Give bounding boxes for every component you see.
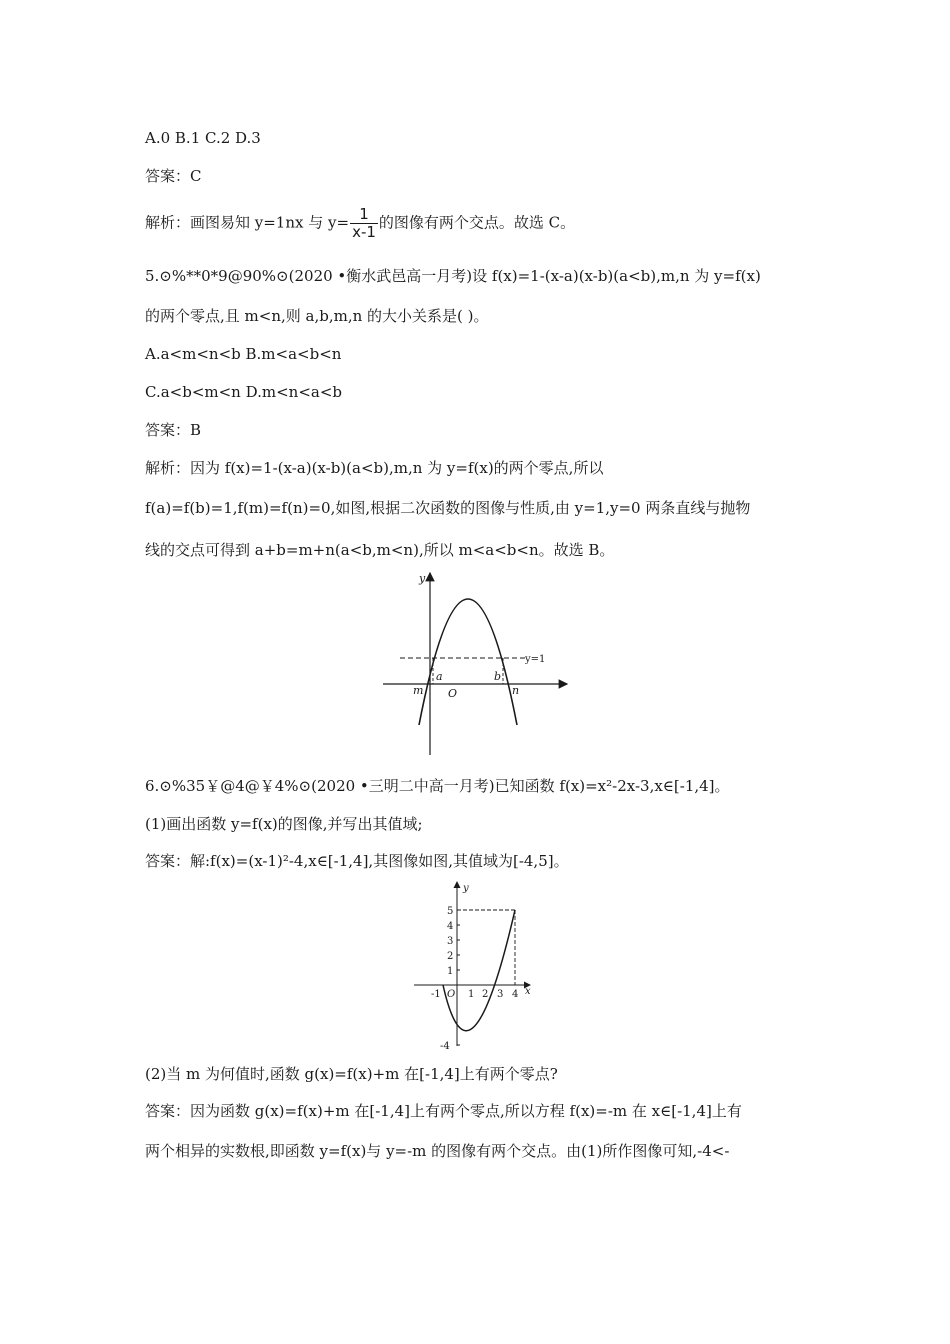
q6-part1: (1)画出函数 y=f(x)的图像,并写出其值域; <box>145 815 423 833</box>
y-axis-label: y <box>463 883 469 894</box>
q6-answer2-line1: 答案：因为函数 g(x)=f(x)+m 在[-1,4]上有两个零点,所以方程 f(x)=-m 在 x∈[-1,4]上有 <box>145 1102 742 1120</box>
q5-parabola-figure <box>375 565 580 760</box>
q5-stem-line1: 5.⊙%**0*9@90%⊙(2020 •衡水武邑高一月考)设 f(x)=1-(x-a)(x-b)(a<b),m,n 为 y=f(x) <box>145 267 761 285</box>
q4-options: A.0 B.1 C.2 D.3 <box>145 129 261 147</box>
q5-analysis-line3: 线的交点可得到 a+b=m+n(a<b,m<n),所以 m<a<b<n。故选 B。 <box>145 541 615 559</box>
q4-analysis <box>145 206 575 241</box>
q4-analysis-pre: 解析：画图易知 y=1nx 与 y= <box>145 213 350 232</box>
label-b: b <box>494 670 502 683</box>
parabola-curve <box>419 599 520 725</box>
x-tick-3: 3 <box>497 989 504 1000</box>
label-a: a <box>436 670 443 683</box>
x-tick-1: 1 <box>468 989 475 1000</box>
y-tick-5: 5 <box>447 906 454 917</box>
y-tick-2: 2 <box>447 951 454 962</box>
label-origin: O <box>448 687 458 700</box>
y-tick-labels <box>440 906 456 1050</box>
fraction-denominator: x-1 <box>352 223 376 241</box>
q4-analysis-post: 的图像有两个交点。故选 C。 <box>378 213 576 232</box>
x-tick-neg1: -1 <box>431 989 441 1000</box>
q6-answer2-line2: 两个相异的实数根,即函数 y=f(x)与 y=-m 的图像有两个交点。由(1)所作图像可知,-4<- <box>145 1142 730 1160</box>
y-tick-3: 3 <box>447 936 454 947</box>
y-tick-4: 4 <box>447 921 454 932</box>
q5-analysis-line1: 解析：因为 f(x)=1-(x-a)(x-b)(a<b),m,n 为 y=f(x)的两个零点,所以 <box>145 459 604 477</box>
q4-answer: 答案：C <box>145 167 202 185</box>
label-m: m <box>413 684 424 697</box>
x-tick-2: 2 <box>482 989 489 1000</box>
q6-answer1: 答案：解:f(x)=(x-1)²-4,x∈[-1,4],其图像如图,其值域为[-4,5]。 <box>145 852 569 870</box>
fraction <box>350 206 378 241</box>
y-axis-label: y <box>419 572 426 585</box>
q6-stem: 6.⊙%35￥@4@￥4%⊙(2020 •三明二中高一月考)已知函数 f(x)=x²-2x-3,x∈[-1,4]。 <box>145 777 730 795</box>
q5-answer: 答案：B <box>145 421 202 439</box>
q5-options-cd: C.a<b<m<n D.m<n<a<b <box>145 383 343 401</box>
y-tick-1: 1 <box>447 966 454 977</box>
q6-function-figure <box>412 878 542 1050</box>
line-label-y1: y=1 <box>525 654 546 665</box>
q5-analysis-line2: f(a)=f(b)=1,f(m)=f(n)=0,如图,根据二次函数的图像与性质,由 y=1,y=0 两条直线与抛物 <box>145 499 751 517</box>
function-curve <box>443 910 515 1031</box>
x-axis-label: x <box>525 986 531 997</box>
q5-stem-line2: 的两个零点,且 m<n,则 a,b,m,n 的大小关系是( )。 <box>145 307 489 325</box>
label-n: n <box>512 684 520 697</box>
y-tick-neg4: -4 <box>440 1041 450 1050</box>
x-tick-origin: O <box>447 989 456 1000</box>
x-tick-4: 4 <box>512 989 519 1000</box>
q5-options-ab: A.a<m<n<b B.m<a<b<n <box>145 345 342 363</box>
q6-part2: (2)当 m 为何值时,函数 g(x)=f(x)+m 在[-1,4]上有两个零点? <box>145 1065 558 1083</box>
fraction-numerator: 1 <box>350 206 378 224</box>
